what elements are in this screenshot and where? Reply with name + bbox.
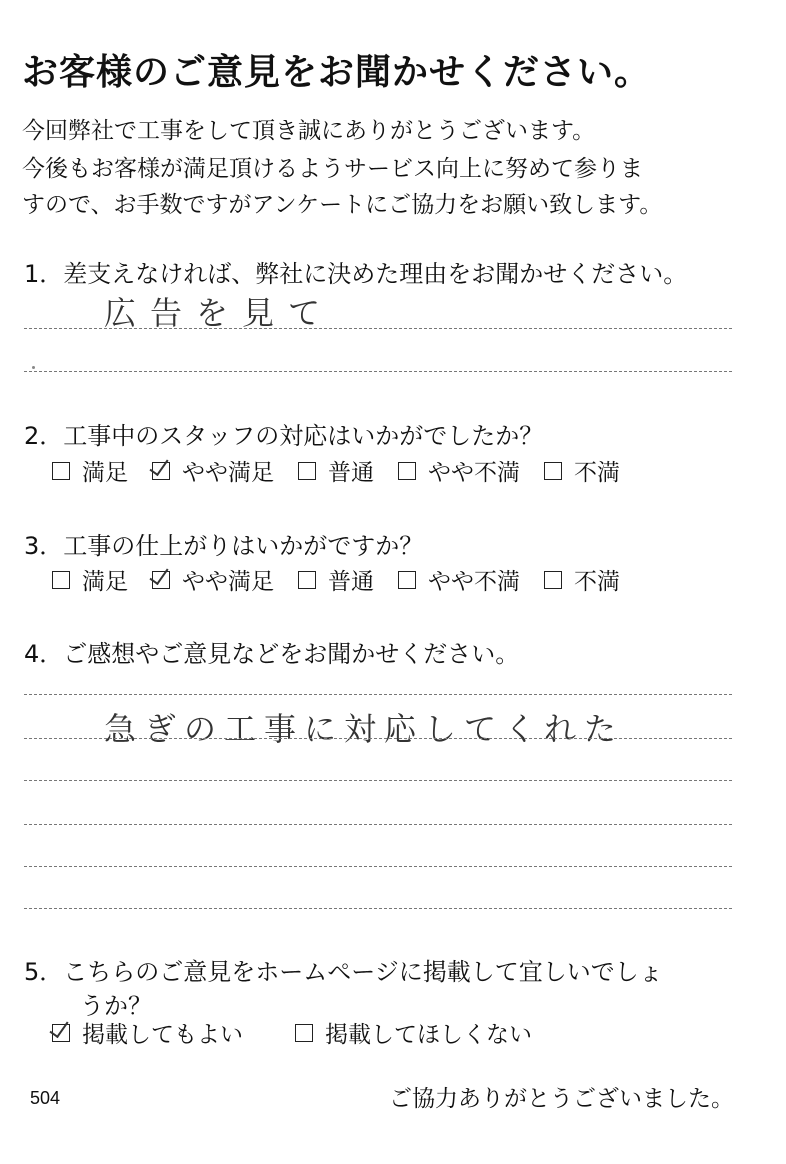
answer-4-handwritten: 急ぎの工事に対応してくれた xyxy=(104,710,625,748)
q3-option-satisfied[interactable] xyxy=(52,563,128,596)
option-label: 満足 xyxy=(82,460,128,486)
checkbox[interactable] xyxy=(544,462,562,480)
checkbox[interactable] xyxy=(298,462,316,480)
question-2: 2．工事中のスタッフの対応はいかがでしたか？ xyxy=(24,422,544,450)
intro-line-2: 今後もお客様が満足頂けるようサービス向上に努めて参りま xyxy=(22,156,643,182)
q5-option-allow[interactable] xyxy=(52,1016,243,1049)
checkbox-checked[interactable] xyxy=(152,462,170,480)
question-5-line-1: 5．こちらのご意見をホームページに掲載して宜しいでしょ xyxy=(24,958,663,986)
q3-option-neutral[interactable] xyxy=(298,563,374,596)
answer-4-line-2 xyxy=(24,738,732,739)
question-1: 1．差支えなければ、弊社に決めた理由をお聞かせください。 xyxy=(24,260,688,288)
checkbox-checked[interactable] xyxy=(152,571,170,589)
q3-option-somewhat-dissatisfied[interactable] xyxy=(398,563,520,596)
q2-option-somewhat-dissatisfied[interactable] xyxy=(398,454,520,487)
option-label: 掲載してほしくない xyxy=(325,1022,532,1048)
answer-1-line-1 xyxy=(24,328,732,329)
q2-option-neutral[interactable] xyxy=(298,454,374,487)
option-label: やや不満 xyxy=(428,460,520,486)
question-3-options xyxy=(52,563,644,596)
q3-option-somewhat-satisfied[interactable] xyxy=(152,563,274,596)
answer-1-line-2 xyxy=(24,371,732,372)
option-label: 満足 xyxy=(82,569,128,595)
q2-option-dissatisfied[interactable] xyxy=(544,454,620,487)
checkbox[interactable] xyxy=(52,462,70,480)
option-label: 普通 xyxy=(328,569,374,595)
option-label: 不満 xyxy=(574,460,620,486)
q3-option-dissatisfied[interactable] xyxy=(544,563,620,596)
form-title: お客様のご意見をお聞かせください。 xyxy=(22,52,652,93)
option-label: 掲載してもよい xyxy=(82,1022,243,1048)
thanks-message: ご協力ありがとうございました。 xyxy=(389,1086,734,1112)
answer-4-line-1 xyxy=(24,694,732,695)
q2-option-somewhat-satisfied[interactable] xyxy=(152,454,274,487)
question-5-line-2: うか？ xyxy=(80,992,152,1020)
question-5-options xyxy=(52,1016,556,1049)
option-label: やや満足 xyxy=(182,569,274,595)
intro-line-1: 今回弊社で工事をして頂き誠にありがとうございます。 xyxy=(22,118,596,144)
question-3: 3．工事の仕上がりはいかがですか？ xyxy=(24,532,424,560)
checkbox[interactable] xyxy=(398,462,416,480)
answer-4-line-3 xyxy=(24,780,732,781)
checkbox[interactable] xyxy=(295,1024,313,1042)
form-number: 504 xyxy=(30,1088,61,1108)
q2-option-satisfied[interactable] xyxy=(52,454,128,487)
checkbox[interactable] xyxy=(52,571,70,589)
answer-4-line-6 xyxy=(24,908,732,909)
answer-1-handwritten: 広告を見て xyxy=(104,294,335,332)
q5-option-disallow[interactable] xyxy=(295,1016,532,1049)
answer-4-line-4 xyxy=(24,824,732,825)
question-4: 4．ご感想やご意見などをお聞かせください。 xyxy=(24,640,520,668)
intro-line-3: すので、お手数ですがアンケートにご協力をお願い致します。 xyxy=(22,192,663,218)
checkbox[interactable] xyxy=(544,571,562,589)
checkbox[interactable] xyxy=(398,571,416,589)
stray-mark xyxy=(32,366,35,369)
option-label: やや不満 xyxy=(428,569,520,595)
option-label: やや満足 xyxy=(182,460,274,486)
checkbox[interactable] xyxy=(298,571,316,589)
answer-4-line-5 xyxy=(24,866,732,867)
question-2-options xyxy=(52,454,644,487)
checkbox-checked[interactable] xyxy=(52,1024,70,1042)
option-label: 普通 xyxy=(328,460,374,486)
option-label: 不満 xyxy=(574,569,620,595)
